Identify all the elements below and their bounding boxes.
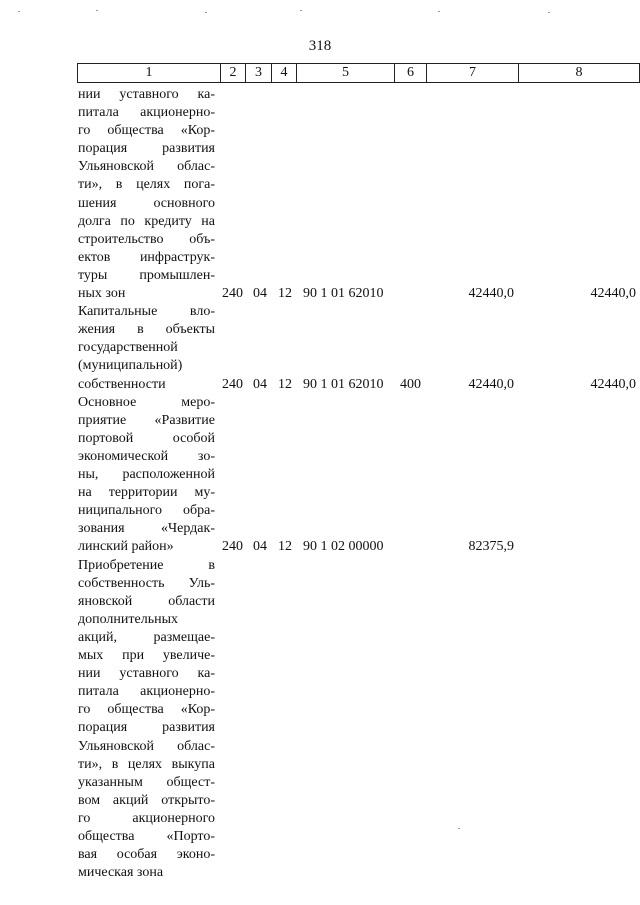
scan-speck <box>438 11 440 12</box>
cell-column-5: 90 1 01 62010 <box>303 286 384 302</box>
column-header-3: 3 <box>246 64 272 83</box>
description-line: портовой особой <box>78 430 215 446</box>
description-line: вая особая эконо- <box>78 847 215 863</box>
column-header-2: 2 <box>221 64 246 83</box>
description-line: Приобретение в <box>78 557 215 573</box>
description-line: порация развития <box>78 141 215 157</box>
description-line: на территории му- <box>78 485 215 501</box>
description-line: порация развития <box>78 720 215 736</box>
description-line: Ульяновской облас- <box>78 738 215 754</box>
description-line: ектов инфраструк- <box>78 249 215 265</box>
cell-column-4: 12 <box>278 376 292 392</box>
scan-speck <box>300 10 302 11</box>
scan-speck <box>96 10 98 11</box>
cell-column-4: 12 <box>278 286 292 302</box>
cell-column-7: 82375,9 <box>468 539 514 555</box>
column-header-row <box>78 64 640 83</box>
row-description <box>78 86 215 303</box>
cell-column-8: 42440,0 <box>590 286 636 302</box>
column-header-table <box>77 63 640 83</box>
table-row <box>78 86 638 303</box>
scan-speck <box>18 11 20 12</box>
column-header-4: 4 <box>272 64 297 83</box>
description-line: питала акционерно- <box>78 105 215 121</box>
description-line: ны, расположенной <box>78 467 215 483</box>
scan-speck <box>548 12 550 13</box>
description-line: Капитальные вло- <box>78 304 215 320</box>
description-line: нии уставного ка- <box>78 87 215 102</box>
description-line: ных зон <box>78 286 126 302</box>
description-line: нии уставного ка- <box>78 666 215 682</box>
page-number: 318 <box>308 38 332 54</box>
scan-speck <box>458 828 460 829</box>
description-line: Основное меро- <box>78 394 215 410</box>
description-line: ти», в целях пога- <box>78 177 215 193</box>
cell-column-3: 04 <box>253 376 267 392</box>
description-line: акций, размещае- <box>78 629 215 645</box>
column-header-6: 6 <box>395 64 427 83</box>
description-line: экономической зо- <box>78 448 215 464</box>
cell-column-7: 42440,0 <box>468 376 514 392</box>
description-line: Ульяновской облас- <box>78 159 215 175</box>
table-row <box>78 303 638 394</box>
description-line: общества «Порто- <box>78 829 215 844</box>
description-line: жения в объекты <box>78 322 215 338</box>
row-description <box>78 303 215 393</box>
cell-column-2: 240 <box>222 286 243 302</box>
description-line: туры промышлен- <box>78 267 215 283</box>
description-line: собственности <box>78 376 166 392</box>
cell-column-6: 400 <box>400 376 421 392</box>
scan-speck <box>205 12 207 13</box>
cell-column-7: 42440,0 <box>468 286 514 302</box>
description-line: долга по кредиту на <box>78 213 215 229</box>
description-line: мическая зона <box>78 865 164 881</box>
column-header-8: 8 <box>519 64 640 83</box>
description-line: приятие «Развитие <box>78 412 215 428</box>
description-line: го общества «Кор- <box>78 123 215 139</box>
cell-column-4: 12 <box>278 539 292 555</box>
description-line: яновской области <box>78 593 215 609</box>
description-line: вом акций открыто- <box>78 792 215 808</box>
table-row <box>78 394 638 557</box>
description-line: линский район» <box>78 539 174 555</box>
description-line: го акционерного <box>78 810 215 826</box>
cell-column-5: 90 1 01 62010 <box>303 376 384 392</box>
description-line: указанным общест- <box>78 774 215 790</box>
cell-column-8: 42440,0 <box>590 376 636 392</box>
cell-column-3: 04 <box>253 286 267 302</box>
description-line: питала акционерно- <box>78 684 215 700</box>
column-header-7: 7 <box>427 64 519 83</box>
description-line: зования «Чердак- <box>78 521 215 537</box>
description-line: дополнительных <box>78 611 179 627</box>
cell-column-5: 90 1 02 00000 <box>303 539 384 555</box>
description-line: ниципального обра- <box>78 503 215 519</box>
description-line: го общества «Кор- <box>78 702 215 718</box>
description-line: ти», в целях выкупа <box>78 756 215 772</box>
description-line: собственность Уль- <box>78 575 215 591</box>
row-description <box>78 394 215 557</box>
description-line: (муниципальной) <box>78 358 183 374</box>
cell-column-2: 240 <box>222 376 243 392</box>
description-line: государственной <box>78 340 178 356</box>
column-header-1: 1 <box>78 64 221 83</box>
description-line: шения основного <box>78 195 215 211</box>
row-description <box>78 557 215 883</box>
column-header-5: 5 <box>297 64 395 83</box>
description-line: строительство объ- <box>78 231 215 247</box>
cell-column-3: 04 <box>253 539 267 555</box>
cell-column-2: 240 <box>222 539 243 555</box>
description-line: мых при увеличе- <box>78 648 215 664</box>
table-row <box>78 557 638 883</box>
